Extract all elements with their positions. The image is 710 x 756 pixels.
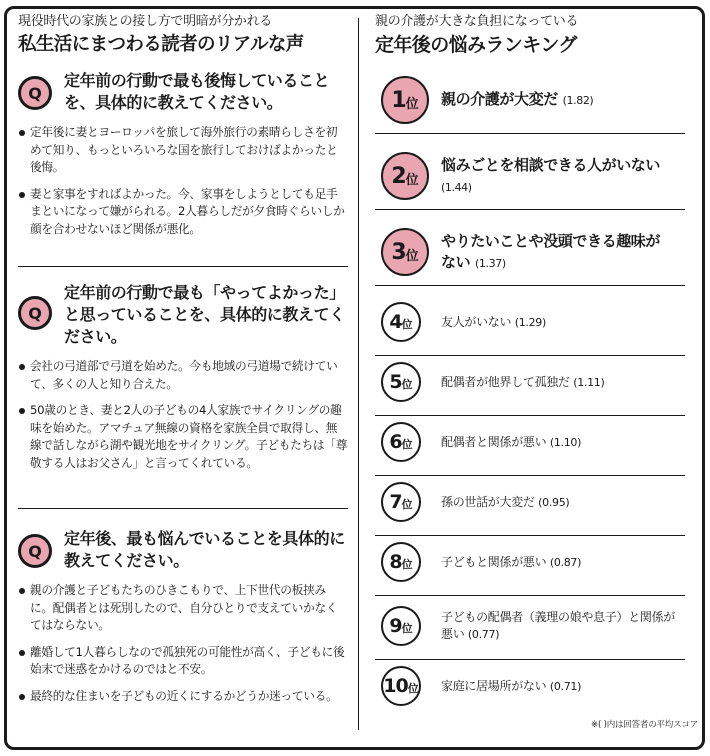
rank-text: 孫の世話が大変だ bbox=[441, 494, 535, 509]
score-footnote: ※( )内は回答者の平均スコア bbox=[591, 720, 698, 730]
rank-row-3 bbox=[375, 222, 685, 286]
rank-row-2 bbox=[375, 146, 685, 210]
question-text: 定年前の行動で最も「やってよかった」と思っていることを、具体的に教えてください。 bbox=[64, 283, 345, 346]
rank-underline bbox=[375, 209, 685, 210]
rank-score: (1.37) bbox=[475, 256, 506, 270]
qa-block-2 bbox=[18, 282, 348, 481]
answer-item: 50歳のとき、妻と2人の子どもの4人家族でサイクリングの趣味を始めた。アマチュア無線の資格を家族全員で取得し、無線で話しながら湖や観光地をサイクリング。子どもたちは「尊敬する人はお父さん」と言ってくれている。 bbox=[18, 402, 348, 472]
right-kicker: 親の介護が大きな負担になっている bbox=[375, 14, 579, 29]
rank-score: (0.95) bbox=[538, 495, 570, 509]
rank-score: (1.10) bbox=[549, 435, 582, 449]
rank-row-1 bbox=[375, 74, 685, 134]
ranking-column bbox=[375, 12, 695, 58]
answer-item: 最終的な住まいを子どもの近くにするかどうか迷っている。 bbox=[18, 688, 348, 706]
rank-score: (1.82) bbox=[562, 94, 594, 107]
rank-row-9 bbox=[375, 596, 685, 660]
answer-item: 親の介護と子どもたちのひきこもりで、上下世代の板挟みに。配偶者とは死別したので、自分ひとりで支えていかなくてはならない。 bbox=[18, 582, 348, 635]
rank-row-10 bbox=[375, 662, 685, 712]
rank-text: 子どもの配偶者（義理の娘や息子）と関係が悪い bbox=[441, 610, 676, 641]
rank-badge: 1 位 bbox=[381, 76, 429, 124]
rank-badge: 10 位 bbox=[381, 666, 421, 706]
rank-badge: 2 位 bbox=[381, 152, 429, 200]
rank-row-5 bbox=[375, 356, 685, 416]
rank-text: 悩みごとを相談できる人がいない bbox=[441, 155, 661, 174]
question-text: 定年前の行動で最も後悔していることを、具体的に教えてください。 bbox=[64, 71, 330, 112]
rank-text: 配偶者が他界して孤独だ bbox=[441, 374, 570, 389]
rank-badge: 6 位 bbox=[381, 422, 421, 462]
section-divider bbox=[18, 508, 348, 509]
rank-badge: 8 位 bbox=[381, 542, 421, 582]
rank-row-7 bbox=[375, 476, 685, 536]
rank-underline bbox=[375, 659, 685, 660]
answer-item: 離婚して1人暮らしなので孤独死の可能性が高く、子どもに後始末で迷惑をかけるのではと不安。 bbox=[18, 644, 348, 679]
rank-score: (0.77) bbox=[467, 628, 500, 641]
rank-score: (1.29) bbox=[514, 315, 546, 329]
qa-block-1 bbox=[18, 70, 348, 247]
left-kicker: 現役時代の家族との接し方で明暗が分かれる bbox=[18, 14, 273, 29]
column-divider bbox=[358, 18, 359, 730]
answer-item: 定年後に妻とヨーロッパを旅して海外旅行の素晴らしさを初めて知り、もっといろいろな国を旅行しておけばよかったと後悔。 bbox=[18, 124, 348, 177]
answer-item: 妻と家事をすればよかった。今、家事をしようとしても足手まといになって嫌がられる。2人暮らしだが夕食時ぐらいしか顔を合わせないほど関係が悪化。 bbox=[18, 186, 348, 239]
rank-score: (0.71) bbox=[549, 679, 582, 693]
rank-row-4 bbox=[375, 296, 685, 356]
rank-text: やりたいことや没頭できる趣味がない bbox=[441, 231, 661, 271]
question-text: 定年後、最も悩んでいることを具体的に教えてください。 bbox=[64, 529, 345, 570]
rank-badge: 5 位 bbox=[381, 362, 421, 402]
rank-text: 親の介護が大変だ bbox=[441, 90, 558, 108]
q-badge-icon: Q bbox=[18, 534, 52, 568]
rank-text: 子どもと関係が悪い bbox=[441, 554, 547, 569]
q-badge-icon: Q bbox=[18, 296, 52, 330]
answer-item: 会社の弓道部で弓道を始めた。今も地域の弓道場で続けていて、多くの人と知り合えた。 bbox=[18, 358, 348, 393]
rank-underline bbox=[375, 285, 685, 286]
ranking-title: 定年後の悩みランキング bbox=[375, 34, 577, 56]
rank-badge: 3 位 bbox=[381, 228, 429, 276]
rank-score: (1.44) bbox=[441, 180, 472, 194]
qa-block-3 bbox=[18, 528, 348, 714]
rank-score: (0.87) bbox=[549, 555, 582, 569]
rank-row-6 bbox=[375, 416, 685, 476]
rank-text: 友人がいない bbox=[441, 314, 512, 329]
left-headline: 私生活にまつわる読者のリアルな声 bbox=[18, 34, 304, 55]
rank-score: (1.11) bbox=[573, 375, 605, 389]
q-badge-icon: Q bbox=[18, 76, 52, 110]
reader-voices-column bbox=[18, 12, 348, 58]
rank-badge: 9 位 bbox=[381, 606, 421, 646]
rank-underline bbox=[375, 133, 685, 134]
rank-text: 配偶者と関係が悪い bbox=[441, 434, 547, 449]
section-divider bbox=[18, 266, 348, 267]
rank-row-8 bbox=[375, 536, 685, 596]
rank-text: 家庭に居場所がない bbox=[441, 678, 547, 693]
rank-badge: 7 位 bbox=[381, 482, 421, 522]
rank-badge: 4 位 bbox=[381, 302, 421, 342]
